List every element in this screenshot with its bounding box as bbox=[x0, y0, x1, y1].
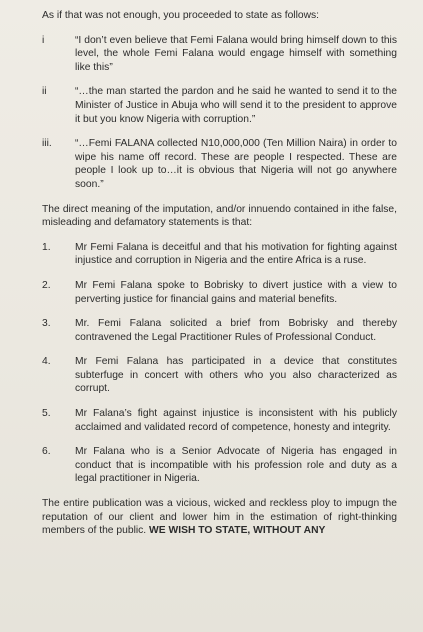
meaning-intro-paragraph: The direct meaning of the imputation, and/or innuendo contained in ithe false, misleading and defamatory statements is that: bbox=[42, 203, 397, 229]
meanings-list bbox=[42, 241, 397, 486]
list-marker: ii bbox=[42, 86, 47, 98]
quote-item bbox=[42, 85, 397, 126]
list-marker: 3. bbox=[42, 318, 51, 330]
meaning-item bbox=[42, 279, 397, 306]
closing-paragraph bbox=[42, 497, 397, 538]
list-marker: 4. bbox=[42, 356, 51, 368]
closing-bold-text: WE WISH TO STATE, WITHOUT ANY bbox=[149, 525, 326, 537]
quote-item bbox=[42, 137, 397, 191]
list-marker: i bbox=[42, 34, 45, 46]
list-marker: 6. bbox=[42, 446, 51, 458]
list-marker: iii. bbox=[42, 138, 52, 150]
meaning-item bbox=[42, 317, 397, 344]
meaning-item bbox=[42, 407, 397, 434]
meaning-text: Mr. Femi Falana solicited a brief from Bobrisky and thereby contravened the Legal Practitioner Rules of Professional Conduct. bbox=[75, 318, 397, 343]
quote-text: “I don’t even believe that Femi Falana would bring himself down to this level, the whole Femi Falana would engage himself with something like this” bbox=[75, 34, 397, 73]
list-marker: 1. bbox=[42, 241, 51, 253]
meaning-item bbox=[42, 445, 397, 486]
meaning-item bbox=[42, 355, 397, 396]
quote-text: “…the man started the pardon and he said he wanted to send it to the Minister of Justice in Abuja who will send it to the president to approve it but you know Nigeria with corruption.” bbox=[75, 86, 397, 125]
intro-paragraph: As if that was not enough, you proceeded to state as follows: bbox=[42, 10, 320, 21]
quote-item bbox=[42, 34, 397, 75]
meaning-text: Mr Femi Falana spoke to Bobrisky to divert justice with a view to perverting justice for financial gains and material benefits. bbox=[75, 279, 397, 305]
list-marker: 2. bbox=[42, 279, 51, 291]
closing-text: The entire publication was a vicious, wicked and reckless ploy to impugn the reputation of our client and lower him in the estimation of right-thinking members of the public. bbox=[42, 498, 397, 537]
meaning-text: Mr Falana who is a Senior Advocate of Nigeria has engaged in conduct that is incompatible with his profession role and duty as a legal practitioner in Nigeria. bbox=[75, 446, 397, 485]
list-marker: 5. bbox=[42, 408, 51, 420]
meaning-text: Mr Falana’s fight against injustice is inconsistent with his publicly acclaimed and validated record of competence, honesty and integrity. bbox=[75, 408, 397, 433]
quote-text: “…Femi FALANA collected N10,000,000 (Ten Million Naira) in order to wipe his name off record. These are people I respected. These are people I look up to…it is obvious that Nigeria will not go anywhere soon.” bbox=[75, 138, 397, 190]
meaning-text: Mr Femi Falana is deceitful and that his motivation for fighting against injustice and corruption in Nigeria and the entire Africa is a ruse. bbox=[75, 241, 397, 267]
meaning-item bbox=[42, 241, 397, 268]
meaning-text: Mr Femi Falana has participated in a device that constitutes subterfuge in concert with others who you also characterized as corrupt. bbox=[75, 356, 397, 395]
quoted-statements-list bbox=[42, 34, 397, 192]
